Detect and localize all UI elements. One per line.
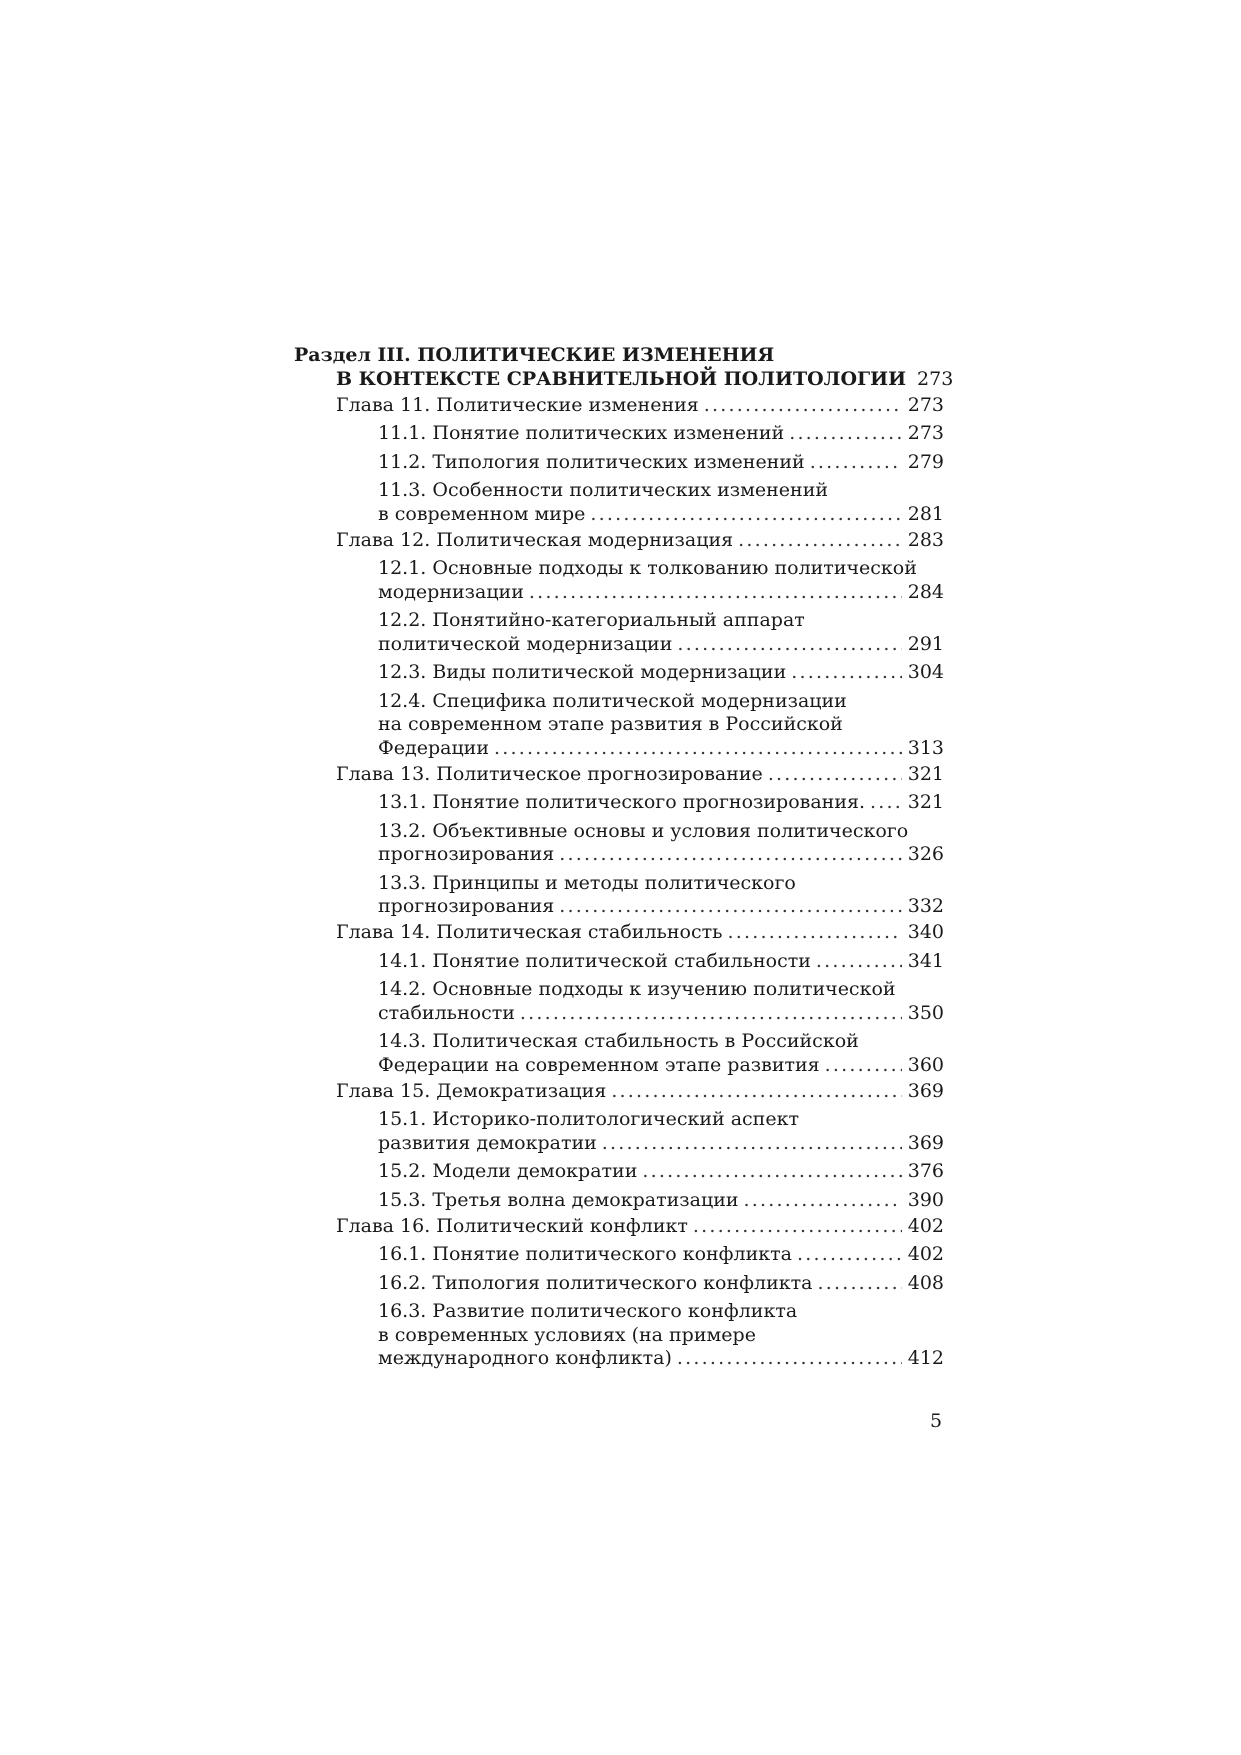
toc-entry-text: 12.4. Специфика политической модернизации xyxy=(378,689,847,712)
toc-entry-text: Глава 11. Политические изменения xyxy=(336,393,699,416)
toc-section-heading xyxy=(294,344,954,391)
toc-page-number: 273 xyxy=(917,367,954,390)
toc-page-number: 360 xyxy=(907,1053,944,1076)
toc-line xyxy=(378,581,944,605)
toc-entry-text: на современном этапе развития в Российской xyxy=(378,713,843,735)
toc-dot-leader xyxy=(738,529,902,553)
toc-line xyxy=(378,791,944,815)
toc-dot-leader xyxy=(559,843,901,867)
toc-line xyxy=(378,609,944,633)
toc-line xyxy=(378,1002,944,1026)
toc-dot-leader xyxy=(797,1243,902,1267)
toc-line xyxy=(378,1160,944,1184)
toc-subsection-entry xyxy=(294,451,944,475)
toc-line xyxy=(378,557,944,581)
toc-page-number: 326 xyxy=(907,843,944,865)
toc-entry-text: В КОНТЕКСТЕ СРАВНИТЕЛЬНОЙ ПОЛИТОЛОГИИ xyxy=(336,367,907,390)
toc-entry-text: 13.1. Понятие политического прогнозирования. xyxy=(378,791,866,813)
toc-line xyxy=(378,872,944,896)
toc-entry-text: стабильности xyxy=(378,1001,515,1024)
toc-page-number: 340 xyxy=(907,921,944,943)
toc-line xyxy=(336,1080,944,1104)
toc-subsection-entry xyxy=(294,1272,944,1296)
toc-subsection-entry xyxy=(294,1030,944,1077)
toc-entry-text: прогнозирования xyxy=(378,843,555,865)
toc-dot-leader xyxy=(816,950,902,974)
toc-entry-text: Глава 16. Политический конфликт xyxy=(336,1214,688,1237)
toc-chapter-entry xyxy=(294,394,944,418)
toc-line xyxy=(378,1189,944,1213)
toc-line xyxy=(378,690,944,714)
toc-page-number: 304 xyxy=(907,661,944,683)
toc-dot-leader xyxy=(677,1347,902,1371)
toc-dot-leader xyxy=(520,1002,902,1026)
toc-subsection-entry xyxy=(294,609,944,656)
toc-line xyxy=(378,661,944,685)
toc-entry-text: 15.2. Модели демократии xyxy=(378,1160,638,1182)
toc-dot-leader xyxy=(693,1215,902,1239)
toc-entry-text: 11.1. Понятие политических изменений xyxy=(378,422,785,444)
toc-dot-leader xyxy=(825,1054,902,1078)
toc-line xyxy=(378,479,944,503)
toc-dot-leader xyxy=(559,895,901,919)
toc-page-number: 313 xyxy=(907,736,944,759)
toc-line xyxy=(378,1300,944,1324)
toc-dot-leader xyxy=(817,1272,901,1296)
toc-entry-text: 14.2. Основные подходы к изучению политической xyxy=(378,978,896,1000)
toc-entry-text: 13.2. Объективные основы и условия политического xyxy=(378,819,909,842)
toc-entry-text: 14.3. Политическая стабильность в Российской xyxy=(378,1030,859,1052)
toc-entry-text: 13.3. Принципы и методы политического xyxy=(378,871,796,894)
table-of-contents xyxy=(294,344,954,1371)
toc-entry-text: Глава 15. Демократизация xyxy=(336,1079,607,1102)
toc-page-number: 284 xyxy=(907,580,944,603)
toc-entry-text: 11.2. Типология политических изменений xyxy=(378,450,805,473)
toc-dot-leader xyxy=(590,503,901,527)
toc-subsection-entry xyxy=(294,1189,944,1213)
toc-line xyxy=(378,1030,944,1054)
toc-page-number: 390 xyxy=(907,1188,944,1211)
toc-entry-text: 15.3. Третья волна демократизации xyxy=(378,1188,739,1211)
toc-subsection-entry xyxy=(294,1160,944,1184)
toc-entries xyxy=(294,394,944,1371)
toc-line xyxy=(378,1054,944,1078)
toc-dot-leader xyxy=(768,763,902,787)
toc-line xyxy=(336,763,944,787)
toc-line xyxy=(378,713,944,737)
toc-entry-text: 15.1. Историко-политологический аспект xyxy=(378,1108,799,1130)
toc-dot-leader xyxy=(744,1189,902,1213)
toc-page-number: 350 xyxy=(907,1001,944,1024)
toc-page-number: 341 xyxy=(907,949,944,972)
toc-line xyxy=(378,978,944,1002)
toc-page-number: 273 xyxy=(907,422,944,444)
toc-line xyxy=(378,1132,944,1156)
toc-line xyxy=(378,1272,944,1296)
toc-line xyxy=(336,529,944,553)
toc-line xyxy=(378,633,944,657)
toc-subsection-entry xyxy=(294,1243,944,1267)
toc-entry-text: Федерации xyxy=(378,736,489,759)
toc-line xyxy=(378,1347,944,1371)
toc-line xyxy=(336,394,944,418)
toc-line xyxy=(336,921,944,945)
toc-entry-text: международного конфликта) xyxy=(378,1347,672,1369)
toc-entry-text: 16.3. Развитие политического конфликта xyxy=(378,1300,798,1322)
toc-entry-text: в современных условиях (на примере xyxy=(378,1323,756,1346)
toc-entry-text: развития демократии xyxy=(378,1131,597,1154)
toc-page-number: 369 xyxy=(907,1131,944,1154)
toc-subsection-entry xyxy=(294,422,944,446)
toc-subsection-entry xyxy=(294,557,944,604)
toc-chapter-entry xyxy=(294,1215,944,1239)
toc-entry-text: Глава 12. Политическая модернизация xyxy=(336,528,734,551)
toc-subsection-entry xyxy=(294,820,944,867)
toc-page-number: 402 xyxy=(907,1214,944,1237)
toc-subsection-entry xyxy=(294,872,944,919)
toc-subsection-entry xyxy=(294,479,944,526)
toc-page-number: 321 xyxy=(907,791,944,813)
toc-page-number: 291 xyxy=(907,632,944,655)
toc-subsection-entry xyxy=(294,978,944,1025)
toc-entry-text: Глава 13. Политическое прогнозирование xyxy=(336,762,763,785)
toc-page-number: 281 xyxy=(907,502,944,525)
page-number: 5 xyxy=(930,1410,943,1432)
toc-dot-leader xyxy=(789,422,902,446)
toc-entry-text: 14.1. Понятие политической стабильности xyxy=(378,949,811,972)
toc-entry-text: 16.2. Типология политического конфликта xyxy=(378,1271,813,1294)
toc-page-number: 412 xyxy=(907,1347,944,1369)
toc-entry-text: политической модернизации xyxy=(378,632,673,655)
toc-dot-leader xyxy=(791,661,902,685)
toc-chapter-entry xyxy=(294,529,944,553)
toc-entry-text: 11.3. Особенности политических изменений xyxy=(378,479,829,501)
toc-line xyxy=(294,367,954,392)
toc-line xyxy=(378,422,944,446)
toc-line xyxy=(378,451,944,475)
toc-line xyxy=(378,737,944,761)
toc-entry-text: 12.2. Понятийно-категориальный аппарат xyxy=(378,609,805,631)
toc-line xyxy=(378,1243,944,1267)
toc-entry-text: 16.1. Понятие политического конфликта xyxy=(378,1243,793,1265)
toc-line xyxy=(378,1108,944,1132)
toc-entry-text: Федерации на современном этапе развития xyxy=(378,1053,820,1076)
toc-page-number: 273 xyxy=(907,393,944,416)
toc-entry-text: в современном мире xyxy=(378,502,586,525)
toc-dot-leader xyxy=(704,394,902,418)
toc-page-number: 408 xyxy=(907,1271,944,1294)
toc-dot-leader xyxy=(529,581,902,605)
toc-line xyxy=(378,950,944,974)
toc-line xyxy=(336,1215,944,1239)
toc-dot-leader xyxy=(494,737,902,761)
toc-line xyxy=(378,503,944,527)
toc-dot-leader xyxy=(728,921,902,945)
toc-subsection-entry xyxy=(294,950,944,974)
toc-subsection-entry xyxy=(294,690,944,761)
toc-page-number: 279 xyxy=(907,450,944,473)
toc-dot-leader xyxy=(642,1160,901,1184)
toc-line xyxy=(378,843,944,867)
toc-dot-leader xyxy=(810,451,902,475)
toc-page-number: 332 xyxy=(907,895,944,917)
toc-subsection-entry xyxy=(294,1108,944,1155)
toc-page-number: 321 xyxy=(907,762,944,785)
toc-page-number: 376 xyxy=(907,1160,944,1182)
toc-page-number: 369 xyxy=(907,1079,944,1102)
toc-dot-leader xyxy=(602,1132,902,1156)
toc-line xyxy=(378,820,944,844)
toc-entry-text: 12.1. Основные подходы к толкованию политической xyxy=(378,557,917,579)
toc-line xyxy=(378,895,944,919)
toc-line xyxy=(294,344,944,368)
toc-line xyxy=(378,1324,944,1348)
toc-entry-text: Раздел III. ПОЛИТИЧЕСКИЕ ИЗМЕНЕНИЯ xyxy=(294,344,775,366)
toc-dot-leader xyxy=(870,791,902,815)
toc-chapter-entry xyxy=(294,921,944,945)
toc-page-number: 283 xyxy=(907,528,944,551)
toc-entry-text: прогнозирования xyxy=(378,895,555,917)
toc-dot-leader xyxy=(677,633,901,657)
toc-subsection-entry xyxy=(294,1300,944,1371)
toc-chapter-entry xyxy=(294,1080,944,1104)
toc-chapter-entry xyxy=(294,763,944,787)
toc-entry-text: 12.3. Виды политической модернизации xyxy=(378,661,787,683)
toc-subsection-entry xyxy=(294,661,944,685)
toc-dot-leader xyxy=(611,1080,901,1104)
toc-page-number: 402 xyxy=(907,1243,944,1265)
toc-subsection-entry xyxy=(294,791,944,815)
toc-entry-text: Глава 14. Политическая стабильность xyxy=(336,921,723,943)
toc-entry-text: модернизации xyxy=(378,580,524,603)
